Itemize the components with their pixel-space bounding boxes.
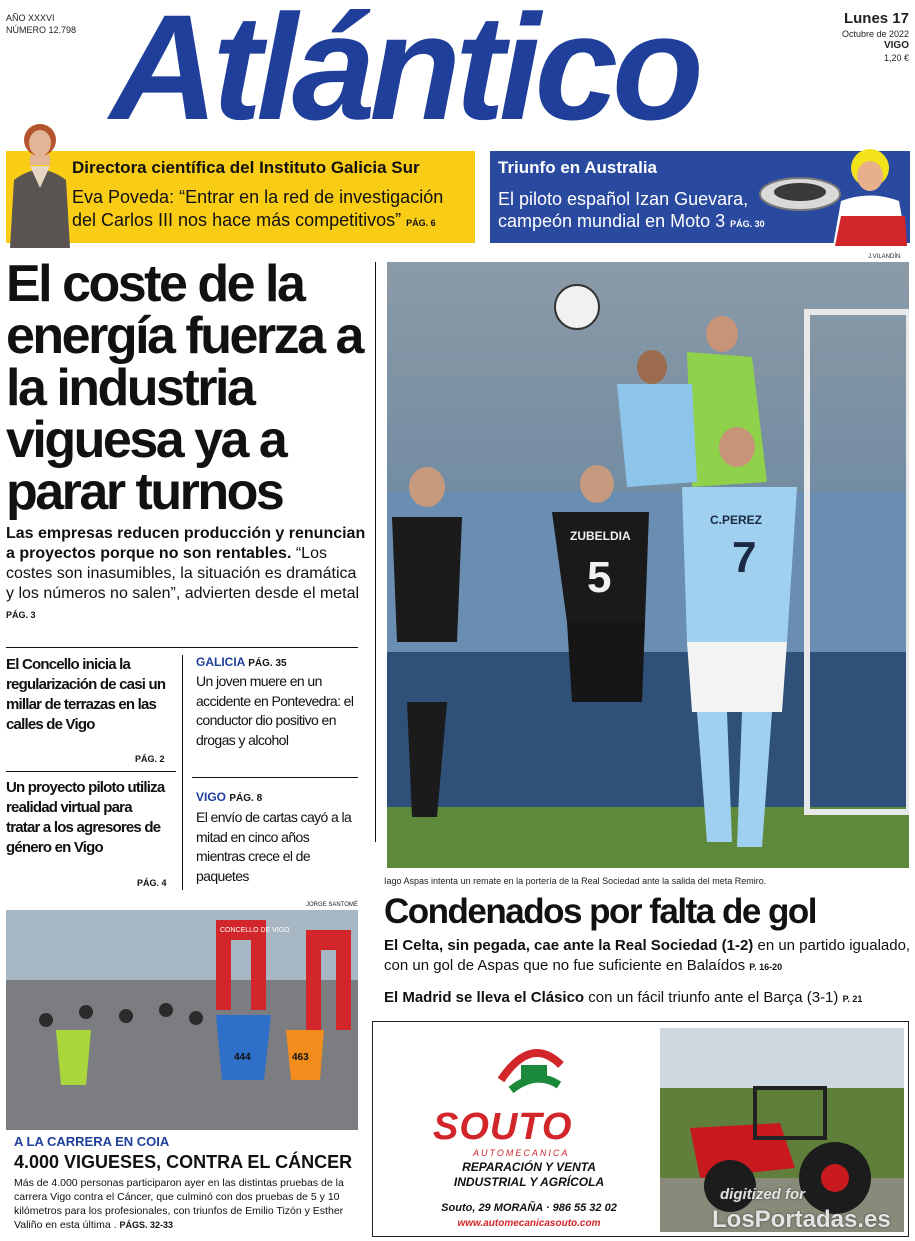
- issue-number: NÚMERO 12.798: [6, 25, 77, 35]
- celta-summary-bold: El Celta, sin pegada, cae ante la Real Sociedad (1-2): [384, 937, 754, 954]
- divider: [6, 647, 358, 648]
- deck-page: PÁG. 3: [6, 610, 36, 620]
- galicia-label: GALICIA: [196, 655, 245, 669]
- race-summary-text: Más de 4.000 personas participaron ayer en las distintas pruebas de la carrera Vigo contra el Cáncer, que culminó con dos pruebas de 5 y 10 kilómetros para los profesionales, con triunfos de Emilio Tizón y Esther Valiño en esta última .: [14, 1177, 344, 1231]
- madrid-summary-bold: El Madrid se lleva el Clásico: [384, 989, 585, 1006]
- masthead-edition-info: [6, 12, 76, 36]
- photo-credit: J.VILANDÍN: [868, 254, 901, 260]
- teaser-left-kicker: Directora científica del Instituto Galicia Sur: [72, 158, 420, 177]
- newspaper-logo[interactable]: Atlántico: [110, 0, 698, 151]
- teaser-left-text[interactable]: [72, 186, 468, 235]
- ad-url[interactable]: www.automecanicasouto.com: [457, 1218, 601, 1229]
- race-bib-2: 463: [292, 1052, 309, 1063]
- masthead-date-info: [842, 10, 909, 64]
- madrid-summary-rest: con un fácil triunfo ante el Barça (3-1): [584, 989, 839, 1006]
- race-photo-credit: JORGE SANTOMÉ: [306, 902, 358, 908]
- year-label: AÑO XXXVI: [6, 13, 55, 23]
- teaser-left-quote: Eva Poveda: “Entrar en la red de investigación del Carlos III nos hace más competitivos”: [72, 187, 444, 230]
- teaser-right-summary: El piloto español Izan Guevara, campeón mundial en Moto 3: [498, 189, 749, 231]
- brief-realidad-virtual[interactable]: [6, 778, 166, 858]
- brief-terrazas-page: PÁG. 2: [135, 754, 165, 764]
- brief-realidad-virtual-page: PÁG. 4: [137, 878, 167, 888]
- divider: [6, 771, 176, 772]
- teaser-right-kicker: Triunfo en Australia: [498, 158, 658, 177]
- race-arch-text: CONCELLO DE VIGO: [220, 927, 290, 934]
- brief-cartas[interactable]: El envío de cartas cayó a la mitad en cinco años mientras crece el de paquetes: [196, 809, 352, 884]
- jersey-7-number: 7: [732, 533, 757, 582]
- race-photo[interactable]: [6, 910, 358, 1130]
- ad-line-2: INDUSTRIAL Y AGRÍCOLA: [453, 1175, 605, 1189]
- sport-madrid-summary[interactable]: [384, 988, 914, 1009]
- photo-caption: Iago Aspas intenta un remate en la portería de la Real Sociedad ante la salida del meta Remiro.: [384, 876, 767, 886]
- brief-vigo-kicker: [196, 790, 262, 804]
- brief-realidad-virtual-text: Un proyecto piloto utiliza realidad virtual para tratar a los agresores de género en Vigo: [6, 779, 165, 856]
- ad-line-1: REPARACIÓN Y VENTA: [462, 1160, 596, 1174]
- brief-terrazas-text: El Concello inicia la regularización de casi un millar de terrazas en las calles de Vigo: [6, 656, 166, 733]
- month-year: Octubre de 2022: [841, 29, 909, 39]
- jersey-5-number: 5: [587, 553, 612, 602]
- race-bib-1: 444: [234, 1052, 251, 1063]
- column-divider: [182, 655, 183, 890]
- teaser-right-text[interactable]: [498, 188, 798, 235]
- watermark-line-2: LosPortadas.es: [712, 1206, 891, 1233]
- price: 1,20 €: [883, 53, 909, 63]
- teaser-left-page: PÁG. 6: [406, 218, 436, 228]
- brief-terrazas[interactable]: [6, 655, 166, 735]
- madrid-summary-page: P. 21: [842, 994, 863, 1004]
- race-headline[interactable]: 4.000 VIGUESES, CONTRA EL CÁNCER: [14, 1152, 353, 1172]
- sport-celta-summary[interactable]: [384, 936, 914, 977]
- celta-summary-page: P. 16-20: [749, 962, 783, 972]
- race-page: PÁGS. 32-33: [119, 1220, 173, 1230]
- edition-city: VIGO: [883, 40, 909, 51]
- column-divider: [375, 262, 376, 842]
- portrait-eva-poveda: [4, 118, 76, 248]
- ad-address: Souto, 29 MORAÑA · 986 55 32 02: [441, 1202, 617, 1214]
- main-deck: [6, 524, 366, 625]
- race-kicker: A LA CARRERA EN COIA: [14, 1134, 170, 1149]
- souto-advert[interactable]: [372, 1021, 909, 1237]
- teaser-right-page: PÁG. 30: [730, 219, 765, 229]
- souto-logo-icon: [491, 1040, 571, 1110]
- brief-galicia-kicker: [196, 655, 287, 669]
- souto-brand: SOUTO: [433, 1106, 573, 1148]
- vigo-page: PÁG. 8: [229, 793, 263, 804]
- deck-bold: Las empresas reducen producción y renuncian a proyectos porque no son rentables.: [6, 525, 366, 562]
- vigo-label: VIGO: [196, 790, 227, 804]
- deck-quote: “Los costes son inasumibles, la situación es dramática y los números no salen”, advierten desde el metal: [6, 545, 360, 602]
- divider: [192, 777, 358, 778]
- main-headline[interactable]: El coste de la energía fuerza a la industria viguesa ya a parar turnos: [6, 255, 362, 521]
- watermark-line-1: digitized for: [720, 1186, 805, 1203]
- race-summary: [14, 1176, 354, 1232]
- football-photo[interactable]: [387, 262, 909, 868]
- galicia-page: PÁG. 35: [248, 658, 287, 669]
- brief-accidente[interactable]: Un joven muere en un accidente en Pontevedra: el conductor dio positivo en drogas y alcohol: [196, 673, 354, 748]
- sport-headline[interactable]: Condenados por falta de gol: [384, 892, 817, 931]
- celta-summary-rest: en un partido igualado, con un gol de Aspas que no fue suficiente en Balaídos: [384, 937, 911, 974]
- souto-brand-sub: AUTOMECANICA: [473, 1148, 570, 1158]
- jersey-5-name: ZUBELDIA: [570, 529, 631, 543]
- jersey-7-name: C.PEREZ: [710, 513, 763, 527]
- weekday-day: Lunes 17: [843, 10, 909, 27]
